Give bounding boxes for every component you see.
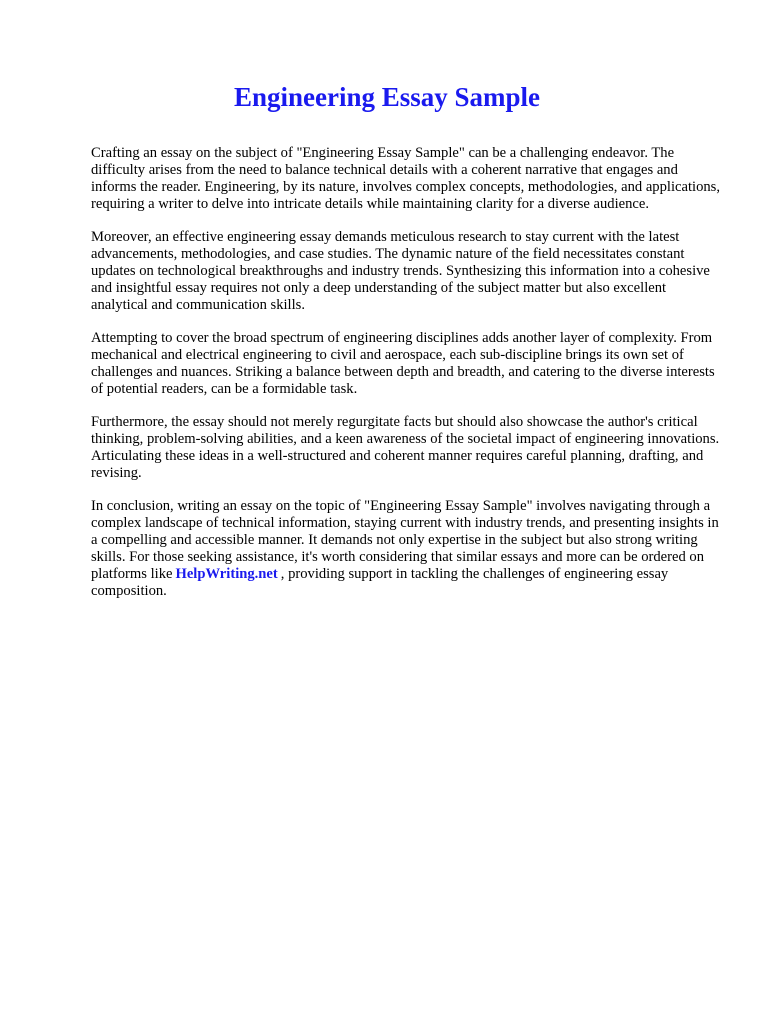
paragraph-4: Furthermore, the essay should not merely regurgitate facts but should also showcase the author's critical thinking, problem-solving abilities, and a keen awareness of the societal impact of engineering innovations. Articulating these ideas in a well-structured and coherent manner requires careful planning, drafting, and revising. bbox=[91, 414, 720, 481]
paragraph-1: Crafting an essay on the subject of "Engineering Essay Sample" can be a challenging endeavor. The difficulty arises from the need to balance technical details with a coherent narrative that engages and informs the reader. Engineering, by its nature, involves complex concepts, methodologies, and applications, requiring a writer to delve into intricate details while maintaining clarity for a diverse audience. bbox=[91, 145, 720, 212]
paragraph-3: Attempting to cover the broad spectrum of engineering disciplines adds another layer of complexity. From mechanical and electrical engineering to civil and aerospace, each sub-discipline brings its own set of challenges and nuances. Striking a balance between depth and breadth, and catering to the diverse interests of potential readers, can be a formidable task. bbox=[91, 330, 715, 397]
paragraph-2: Moreover, an effective engineering essay demands meticulous research to stay current with the latest advancements, methodologies, and case studies. The dynamic nature of the field necessitates constant updates on technological breakthroughs and industry trends. Synthesizing this information into a cohesive and insightful essay requires not only a deep understanding of the subject matter but also excellent analytical and communication skills. bbox=[91, 229, 710, 313]
page-title: Engineering Essay Sample bbox=[233, 82, 541, 112]
essay-body bbox=[91, 145, 723, 600]
conclusion-text-after-link: , providing support in tackling the challenges of engineering essay composition. bbox=[91, 566, 669, 599]
conclusion-text-before-link: In conclusion, writing an essay on the topic of "Engineering Essay Sample" involves navigating through a complex landscape of technical information, staying current with industry trends, and presenting insights in a compelling and accessible manner. It demands not only expertise in the subject but also strong writing skills. For those seeking assistance, it's worth considering that similar essays and more can be ordered on platforms like bbox=[91, 498, 719, 582]
paragraph-conclusion bbox=[91, 498, 723, 600]
helpwriting-link[interactable]: HelpWriting.net bbox=[175, 566, 278, 582]
